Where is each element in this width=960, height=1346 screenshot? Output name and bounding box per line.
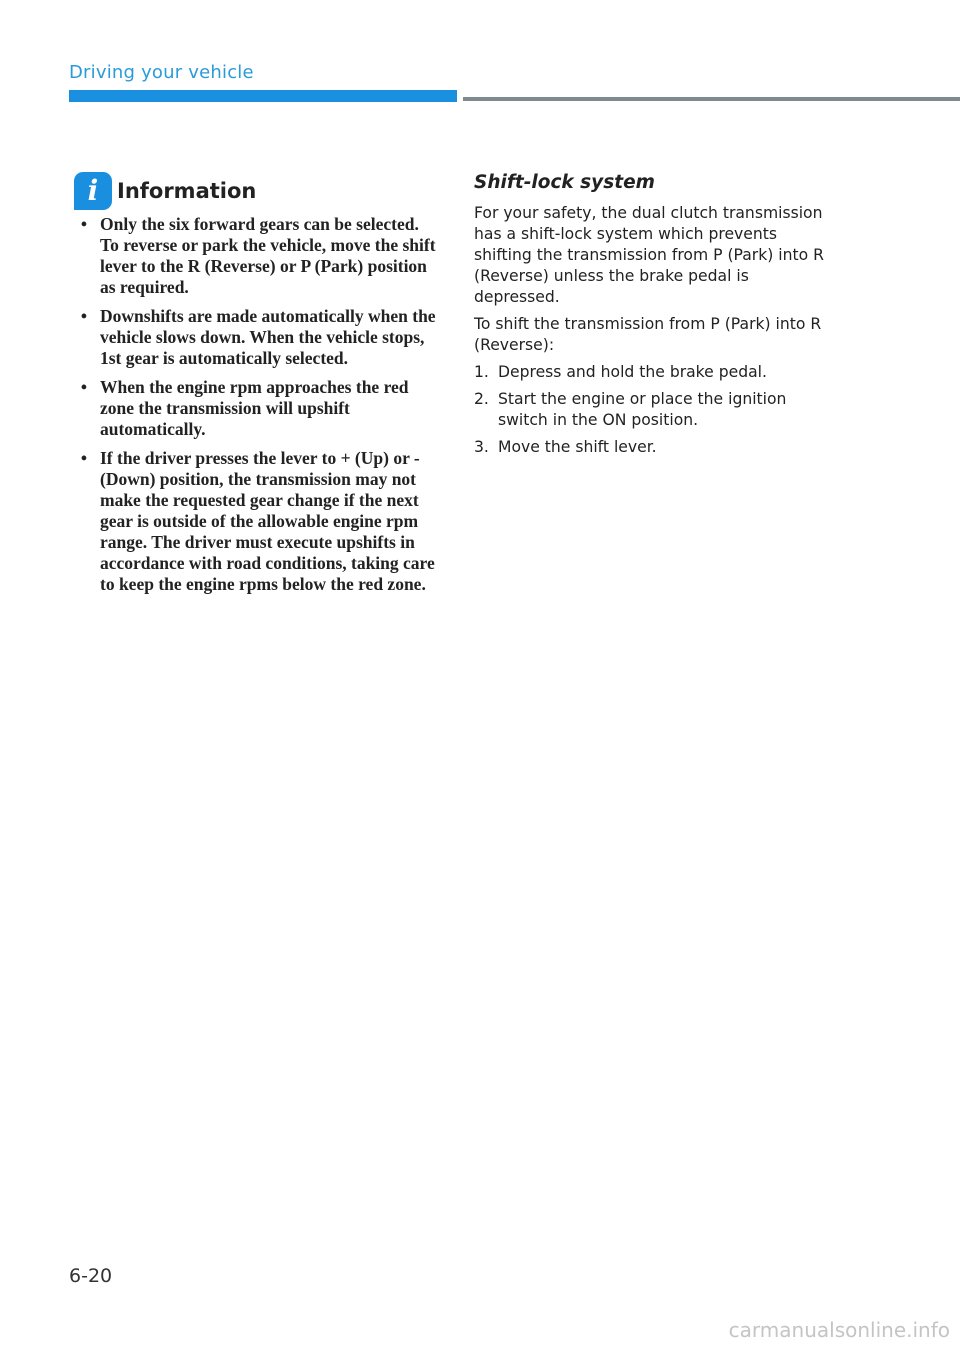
- information-item: [76, 306, 438, 369]
- step-number: 2.: [474, 390, 489, 408]
- page-number: 6-20: [69, 1265, 113, 1287]
- information-item: [76, 448, 438, 595]
- information-item-text: Only the six forward gears can be selected. To reverse or park the vehicle, move the shift lever to the R (Reverse) or P (Park) position as required.: [100, 214, 436, 297]
- step-text: Move the shift lever.: [498, 438, 657, 456]
- information-item: [76, 377, 438, 440]
- information-item-text: Downshifts are made automatically when the vehicle slows down. When the vehicle stops, 1st gear is automatically selected.: [100, 306, 436, 368]
- shift-lock-title: Shift-lock system: [474, 172, 655, 193]
- information-item: [76, 214, 438, 298]
- step-item: [474, 362, 834, 383]
- shift-lock-intro: For your safety, the dual clutch transmission has a shift-lock system which prevents shifting the transmission from P (Park) into R (Reverse) unless the brake pedal is depressed.: [474, 204, 824, 306]
- shift-lock-steps: [474, 362, 834, 458]
- information-list: [76, 214, 438, 603]
- watermark: carmanualsonline.info: [728, 1318, 950, 1342]
- bullet-icon: •: [80, 214, 88, 234]
- section-header-title: Driving your vehicle: [69, 62, 254, 83]
- header-accent-bar: [69, 90, 457, 102]
- shift-lock-body: [474, 203, 834, 464]
- information-title: Information: [117, 179, 257, 203]
- bullet-icon: •: [80, 306, 88, 326]
- step-item: [474, 437, 834, 458]
- information-item-text: When the engine rpm approaches the red zone the transmission will upshift automatically.: [100, 377, 409, 439]
- info-icon: [74, 172, 112, 210]
- information-header: [74, 171, 256, 211]
- info-icon-glyph: i: [87, 174, 99, 207]
- step-number: 3.: [474, 438, 489, 456]
- information-item-text: If the driver presses the lever to + (Up) or - (Down) position, the transmission may not make the requested gear change if the next gear is outside of the allowable engine rpm range. The driver must execute upshifts in accordance with road conditions, taking care to keep the engine rpms below the red zone.: [100, 448, 435, 594]
- step-item: [474, 389, 834, 431]
- step-text: Start the engine or place the ignition switch in the ON position.: [498, 390, 787, 429]
- bullet-icon: •: [80, 448, 88, 468]
- step-text: Depress and hold the brake pedal.: [498, 363, 767, 381]
- shift-lock-lead: To shift the transmission from P (Park) into R (Reverse):: [474, 315, 822, 354]
- step-number: 1.: [474, 363, 489, 381]
- bullet-icon: •: [80, 377, 88, 397]
- header-divider-line: [463, 97, 960, 101]
